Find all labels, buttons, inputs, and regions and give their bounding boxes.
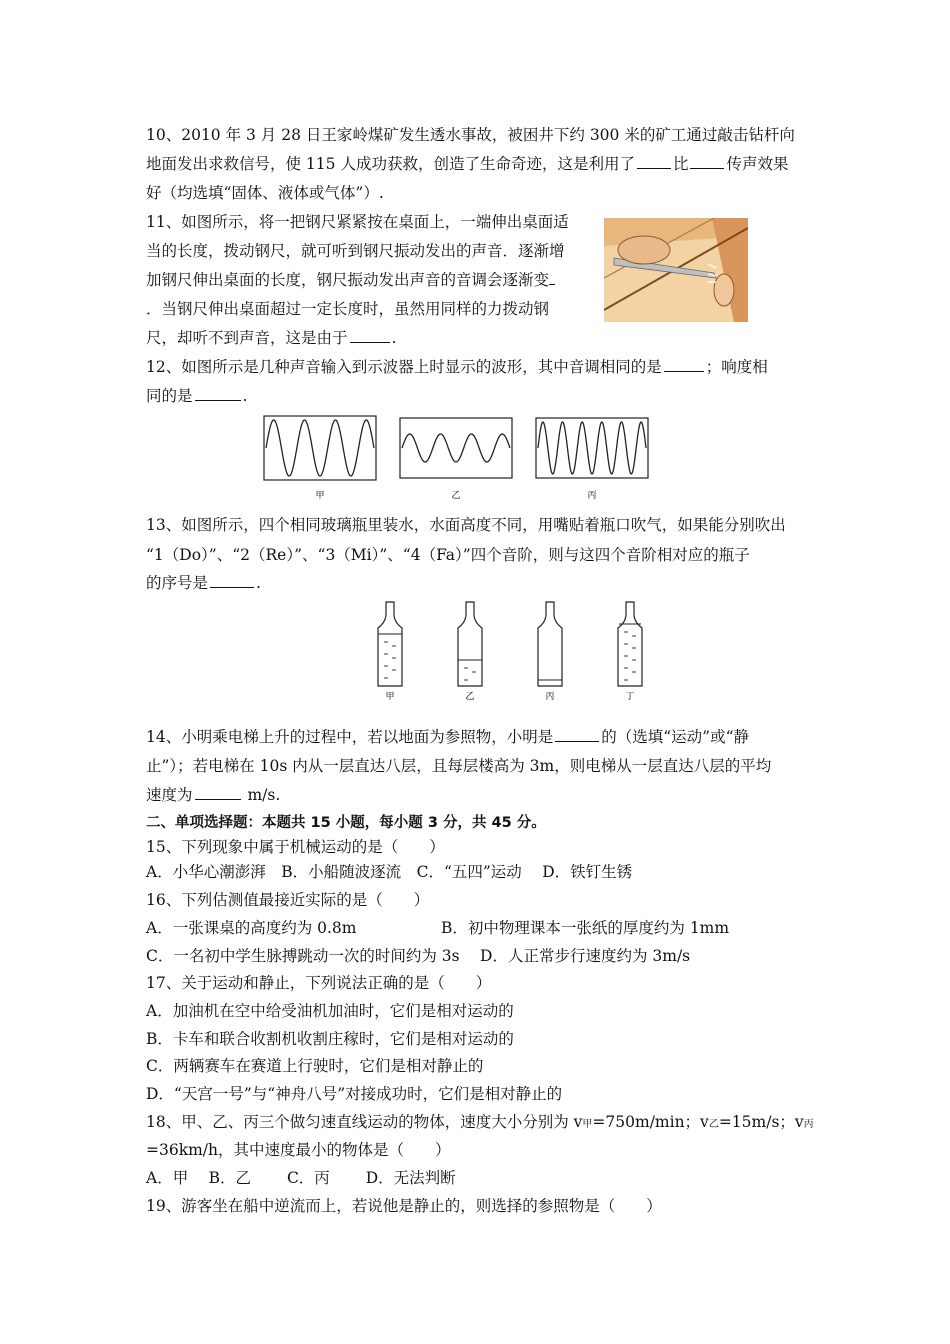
q17-option-d: D．“天宫一号”与“神舟八号”对接成功时，它们是相对静止的 <box>146 1085 563 1103</box>
q10-text-c: 传声效果 <box>726 155 789 173</box>
bottle-label-jia: 甲 <box>385 692 395 702</box>
hand-pluck <box>714 274 734 306</box>
bottle-bing <box>538 602 562 686</box>
q13-text-b: . <box>256 574 261 592</box>
q13-line-3 <box>146 572 261 594</box>
bottle-label-ding: 丁 <box>625 692 635 702</box>
label-bing: 丙 <box>587 491 597 501</box>
waveform-figure <box>262 414 654 504</box>
q18-line-2: =36km/h，其中速度最小的物体是（ ） <box>146 1141 451 1159</box>
q12-blank-2 <box>195 386 241 401</box>
q17-option-b: B．卡车和联合收割机收割庄稼时，它们是相对运动的 <box>146 1030 514 1048</box>
bottle-label-bing: 丙 <box>545 692 555 702</box>
q16-option-a: A．一张课桌的高度约为 0.8m <box>146 919 357 937</box>
label-yi: 乙 <box>451 491 461 501</box>
q12-blank-1 <box>664 357 704 372</box>
q14-text-b: 的（选填“运动”或“静 <box>601 728 750 746</box>
bottles-figure <box>372 600 652 704</box>
q12-line-1 <box>146 356 768 378</box>
hand-press <box>618 236 670 264</box>
ruler-table-figure <box>604 218 748 322</box>
q10-text-b: 比 <box>672 155 689 173</box>
q15-stem: 15、下列现象中属于机械运动的是（ ） <box>146 838 445 856</box>
q12-text-c: 同的是 <box>146 387 193 405</box>
bottle-ding <box>618 602 642 686</box>
q18-text-b: =750m/min；v <box>592 1113 709 1131</box>
q10-blank-1 <box>637 154 671 169</box>
q11-text-5: 尺，却听不到声音，这是由于 <box>146 329 348 347</box>
q11-text-3: 加钢尺伸出桌面的长度，钢尺振动发出声音的音调会逐渐变 <box>146 271 550 289</box>
q18-sub-3: 丙 <box>803 1119 814 1130</box>
scope-bing-frame <box>536 418 648 478</box>
q18-text-a: 18、甲、乙、丙三个做匀速直线运动的物体，速度大小分别为 v <box>146 1113 583 1131</box>
q10-text-a: 地面发出求救信号，使 115 人成功获救，创造了生命奇迹，这是利用了 <box>146 155 635 173</box>
q14-blank-2 <box>195 785 241 800</box>
q17-option-c: C．两辆赛车在赛道上行驶时，它们是相对静止的 <box>146 1057 484 1075</box>
q18-text-c: =15m/s；v <box>718 1113 804 1131</box>
q12-line-2 <box>146 385 247 407</box>
q11-line-5 <box>146 327 396 349</box>
q18-line-1 <box>146 1111 814 1136</box>
q12-text-b: ；响度相 <box>705 358 768 376</box>
q16-option-b: B．初中物理课本一张纸的厚度约为 1mm <box>441 919 730 937</box>
q10-line-2 <box>146 153 788 175</box>
waveform-bing <box>538 422 646 474</box>
q19-stem: 19、游客坐在船中逆流而上，若说他是静止的，则选择的参照物是（ ） <box>146 1197 662 1215</box>
q10-blank-2 <box>690 154 724 169</box>
waveform-yi <box>402 434 510 462</box>
bottle-yi <box>458 602 482 686</box>
q13-line-2: “1（Do）”、“2（Re）”、“3（Mi）”、“4（Fa）”四个音阶，则与这四个音阶相对应的瓶子 <box>146 546 750 564</box>
q14-line-1 <box>146 726 749 748</box>
q11-line-4: ．当钢尺伸出桌面超过一定长度时，虽然用同样的力拨动钢 <box>146 300 550 318</box>
q17-option-a: A．加油机在空中给受油机加油时，它们是相对运动的 <box>146 1002 514 1020</box>
q18-sub-1: 甲 <box>582 1119 593 1130</box>
q14-line-2: 止”）；若电梯在 10s 内从一层直达八层，且每层楼高为 3m，则电梯从一层直达八层的平均 <box>146 757 772 775</box>
q18-options: A．甲 B．乙 C．丙 D．无法判断 <box>146 1169 456 1187</box>
bottle-label-yi: 乙 <box>465 692 475 702</box>
q12-text-a: 12、如图所示是几种声音输入到示波器上时显示的波形，其中音调相同的是 <box>146 358 662 376</box>
q14-blank-1 <box>555 727 599 742</box>
q11-text-5b: . <box>391 329 397 347</box>
q13-line-1: 13、如图所示，四个相同玻璃瓶里装水，水面高度不同，用嘴贴着瓶口吹气，如果能分别吹出 <box>146 516 786 534</box>
waveform-jia <box>266 420 374 476</box>
q14-line-3 <box>146 784 280 806</box>
q10-line-1: 10、2010 年 3 月 28 日王家岭煤矿发生透水事故，被困井下约 300 米的矿工通过敲击钻杆向 <box>146 126 795 144</box>
q16-option-cd: C．一名初中学生脉搏跳动一次的时间约为 3s D．人正常步行速度约为 3m/s <box>146 947 691 965</box>
q18-sub-2: 乙 <box>708 1119 719 1130</box>
q16-stem: 16、下列估测值最接近实际的是（ ） <box>146 891 430 909</box>
q17-stem: 17、关于运动和静止，下列说法正确的是（ ） <box>146 974 492 992</box>
q11-blank-1 <box>549 270 555 285</box>
section-2-heading: 二、单项选择题：本题共 15 小题，每小题 3 分，共 45 分。 <box>146 815 546 831</box>
q13-text-a: 的序号是 <box>146 574 209 592</box>
q11-line-1: 11、如图所示，将一把钢尺紧紧按在桌面上，一端伸出桌面适 <box>146 213 569 231</box>
q11-line-3 <box>146 269 555 291</box>
bottle-jia <box>378 602 402 686</box>
q15-options: A．小华心潮澎湃 B．小船随波逐流 C．“五四”运动 D．铁钉生锈 <box>146 863 633 881</box>
q14-text-d: m/s. <box>247 786 281 804</box>
label-jia: 甲 <box>315 491 325 501</box>
q14-text-c: 速度为 <box>146 786 193 804</box>
q13-blank <box>210 573 254 588</box>
q10-line-3: 好（均选填“固体、液体或气体”）. <box>146 184 384 202</box>
q12-text-d: . <box>242 387 248 405</box>
q11-line-2: 当的长度，拨动钢尺，就可听到钢尺振动发出的声音．逐渐增 <box>146 242 565 260</box>
q11-blank-2 <box>350 328 390 343</box>
q14-text-a: 14、小明乘电梯上升的过程中，若以地面为参照物，小明是 <box>146 728 554 746</box>
